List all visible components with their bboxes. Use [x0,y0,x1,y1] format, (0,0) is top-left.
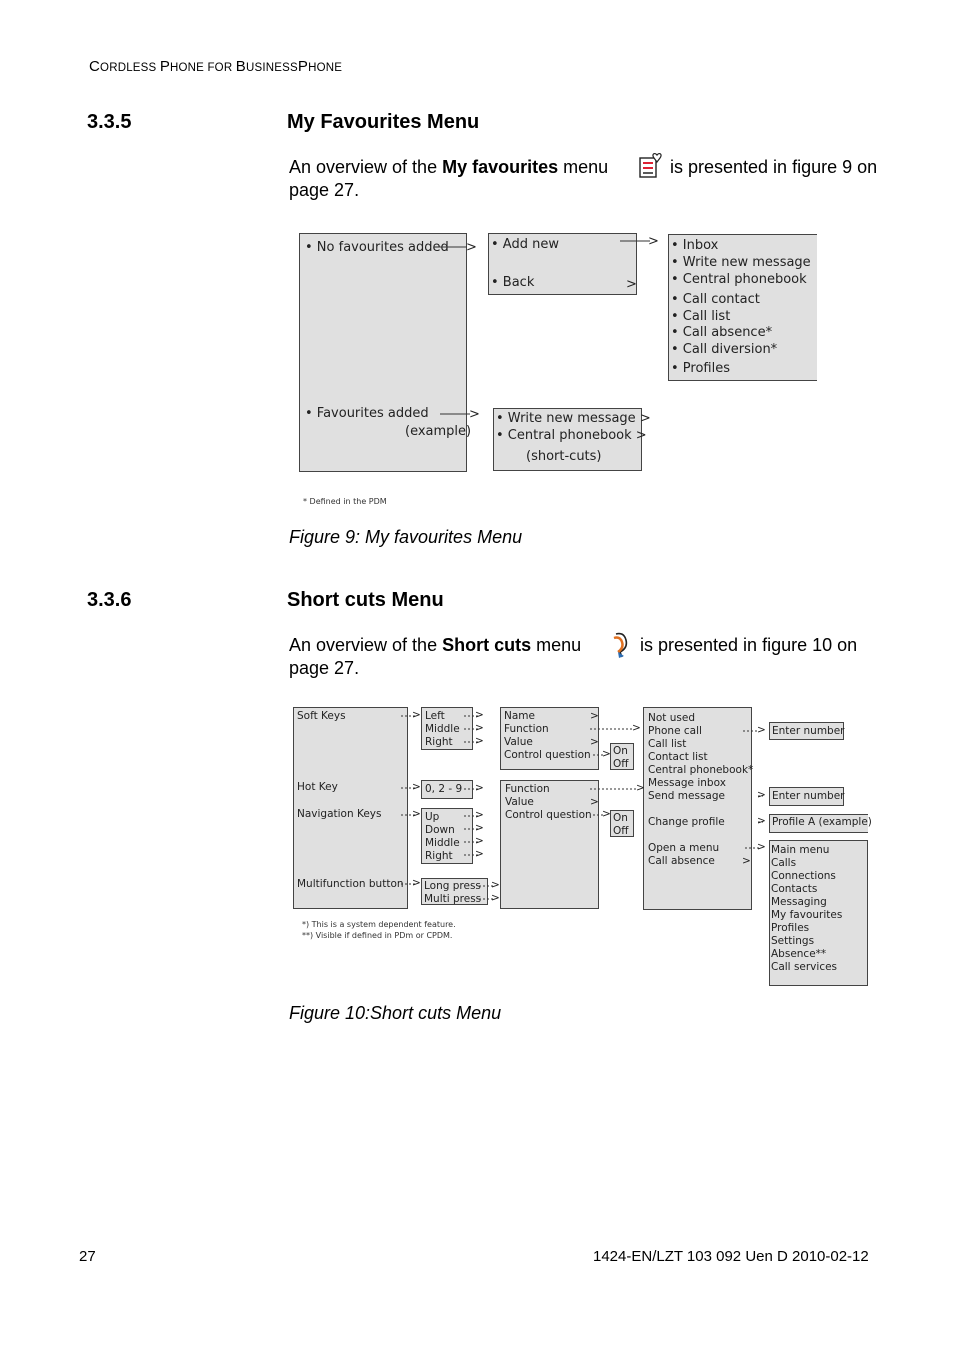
arrow: > [757,815,766,827]
arrow: > [632,722,641,734]
arrow: > [412,877,421,889]
section-intro-cont: is presented in figure 9 on [670,157,878,177]
section-intro: An overview of the My favourites menu [289,157,609,177]
section-title: Short cuts Menu [287,589,444,611]
section-intro-cont: is presented in figure 10 on [640,635,858,655]
arrow: > [475,835,484,847]
arrow: > [475,735,484,747]
key-function-box: Function Value Control question > [500,780,599,909]
arrow: > [602,808,611,820]
arrow: > [412,781,421,793]
multi-button-box: Long press Multi press [421,878,488,905]
actions-box: Not used Phone call Call list Contact list Central phonebook* Message inbox Send message Change profile Open a menu Call absence > [643,707,752,910]
menus-box: Main menu Calls Connections Contacts Messaging My favourites Profiles Settings Absence** Call services [769,840,868,986]
figure-caption: Figure 9: My favourites Menu [289,527,523,547]
arrow: > [491,892,500,904]
soft-keys-box: Left Middle Right [421,707,473,750]
section-intro-line2: page 27. [289,180,360,200]
arrow: > [412,709,421,721]
section-number: 3.3.6 [87,589,132,611]
keys-box: Soft Keys Hot Key Navigation Keys Multifunction button [293,707,408,909]
arrow: > [475,782,484,794]
footnote: **) Visible if defined in PDm or CPDM. [302,931,453,940]
arrow: > [475,809,484,821]
soft-function-box: Name Function Value Control question > > [500,707,599,770]
nav-keys-box: Up Down Middle Right [421,808,473,864]
arrow: > [648,234,659,249]
footnote: * Defined in the PDM [303,497,387,506]
figure-caption: Figure 10:Short cuts Menu [289,1003,502,1023]
arrow: > [475,709,484,721]
menu-list-box: • Inbox • Write new message • Central phonebook • Call contact • Call list • Call absence* • Call diversion* • Profiles [668,234,817,381]
arrow: > [602,748,611,760]
favourites-root-box: • No favourites added • Favourites added (example) [299,233,467,472]
arrow: > [491,879,500,891]
profile-box: Profile A (example) [769,814,868,833]
document-id: 1424-EN/LZT 103 092 Uen D 2010-02-12 [593,1248,869,1265]
arrow: > [466,240,477,255]
enter-number-box: Enter number [769,787,844,806]
arrow: > [757,724,766,736]
section-intro: An overview of the Short cuts menu [289,635,582,655]
footnote: *) This is a system dependent feature. [302,920,456,929]
page-number: 27 [79,1248,96,1265]
shortcut-list-box: • Write new message > • Central phonebook > (short-cuts) [493,408,642,471]
arrow: > [475,822,484,834]
on-off-box: On Off [610,810,634,837]
running-header: CORDLESS PHONE FOR BUSINESSPHONE [89,58,343,75]
hot-key-box: 0, 2 - 9 [421,780,473,799]
section-number: 3.3.5 [87,111,132,133]
section-title: My Favourites Menu [287,111,480,133]
arrow: > [636,782,645,794]
section-intro-line2: page 27. [289,658,360,678]
arrow: > [475,722,484,734]
on-off-box: On Off [610,743,634,770]
arrow: > [412,808,421,820]
arrow: > [469,407,480,422]
arrow: > [757,841,766,853]
arrow: > [475,848,484,860]
add-new-box: • Add new • Back > [488,233,637,295]
enter-number-box: Enter number [769,722,844,740]
arrow: > [757,789,766,801]
